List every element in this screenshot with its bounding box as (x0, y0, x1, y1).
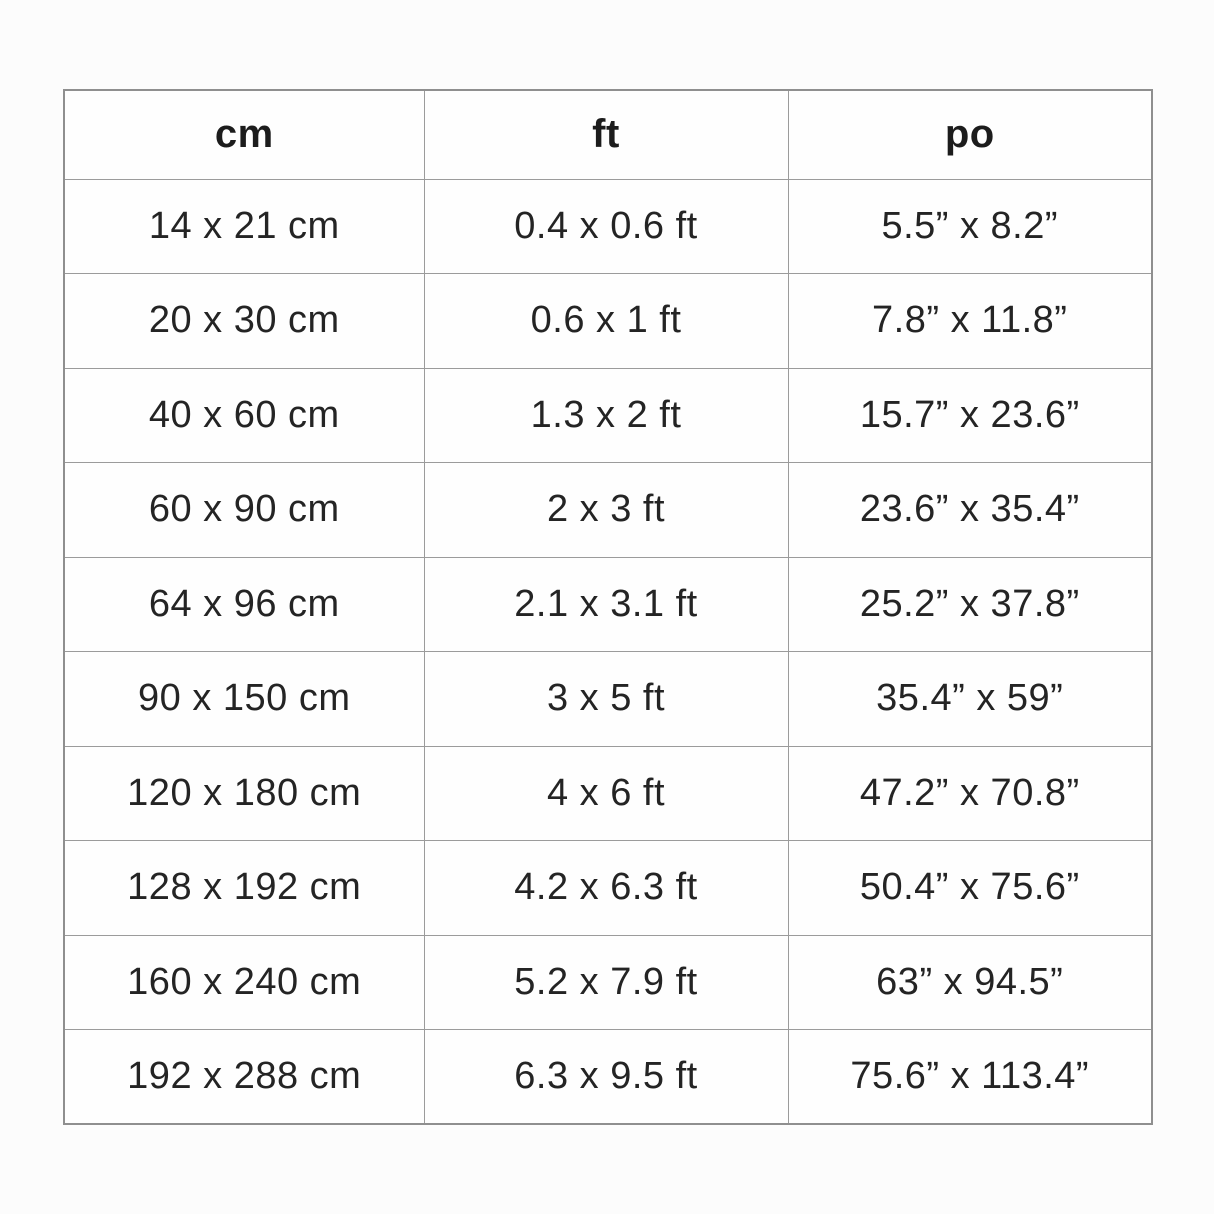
cell-cm: 64 x 96 cm (64, 557, 424, 652)
table-row (64, 557, 1152, 652)
cell-po: 5.5” x 8.2” (788, 179, 1152, 274)
table-row (64, 935, 1152, 1030)
cell-cm: 14 x 21 cm (64, 179, 424, 274)
cell-po: 15.7” x 23.6” (788, 368, 1152, 463)
cell-po: 7.8” x 11.8” (788, 274, 1152, 369)
cell-cm: 192 x 288 cm (64, 1030, 424, 1125)
cell-po: 25.2” x 37.8” (788, 557, 1152, 652)
table-row (64, 652, 1152, 747)
cell-po: 63” x 94.5” (788, 935, 1152, 1030)
cell-cm: 60 x 90 cm (64, 463, 424, 558)
cell-po: 75.6” x 113.4” (788, 1030, 1152, 1125)
cell-po: 35.4” x 59” (788, 652, 1152, 747)
cell-ft: 5.2 x 7.9 ft (424, 935, 788, 1030)
cell-po: 50.4” x 75.6” (788, 841, 1152, 936)
cell-ft: 2.1 x 3.1 ft (424, 557, 788, 652)
column-header-po: po (788, 90, 1152, 179)
cell-cm: 20 x 30 cm (64, 274, 424, 369)
conversion-table (63, 89, 1153, 1125)
cell-po: 23.6” x 35.4” (788, 463, 1152, 558)
cell-ft: 1.3 x 2 ft (424, 368, 788, 463)
table-row (64, 179, 1152, 274)
cell-ft: 2 x 3 ft (424, 463, 788, 558)
cell-cm: 128 x 192 cm (64, 841, 424, 936)
cell-cm: 160 x 240 cm (64, 935, 424, 1030)
cell-cm: 90 x 150 cm (64, 652, 424, 747)
table-header-row (64, 90, 1152, 179)
table-row (64, 463, 1152, 558)
table-row (64, 1030, 1152, 1125)
cell-ft: 0.6 x 1 ft (424, 274, 788, 369)
cell-ft: 3 x 5 ft (424, 652, 788, 747)
cell-po: 47.2” x 70.8” (788, 746, 1152, 841)
cell-ft: 4 x 6 ft (424, 746, 788, 841)
table-row (64, 274, 1152, 369)
cell-ft: 4.2 x 6.3 ft (424, 841, 788, 936)
size-conversion-table (63, 89, 1151, 1125)
cell-ft: 6.3 x 9.5 ft (424, 1030, 788, 1125)
cell-cm: 40 x 60 cm (64, 368, 424, 463)
table-row (64, 746, 1152, 841)
table-row (64, 841, 1152, 936)
cell-cm: 120 x 180 cm (64, 746, 424, 841)
table-row (64, 368, 1152, 463)
column-header-ft: ft (424, 90, 788, 179)
cell-ft: 0.4 x 0.6 ft (424, 179, 788, 274)
column-header-cm: cm (64, 90, 424, 179)
